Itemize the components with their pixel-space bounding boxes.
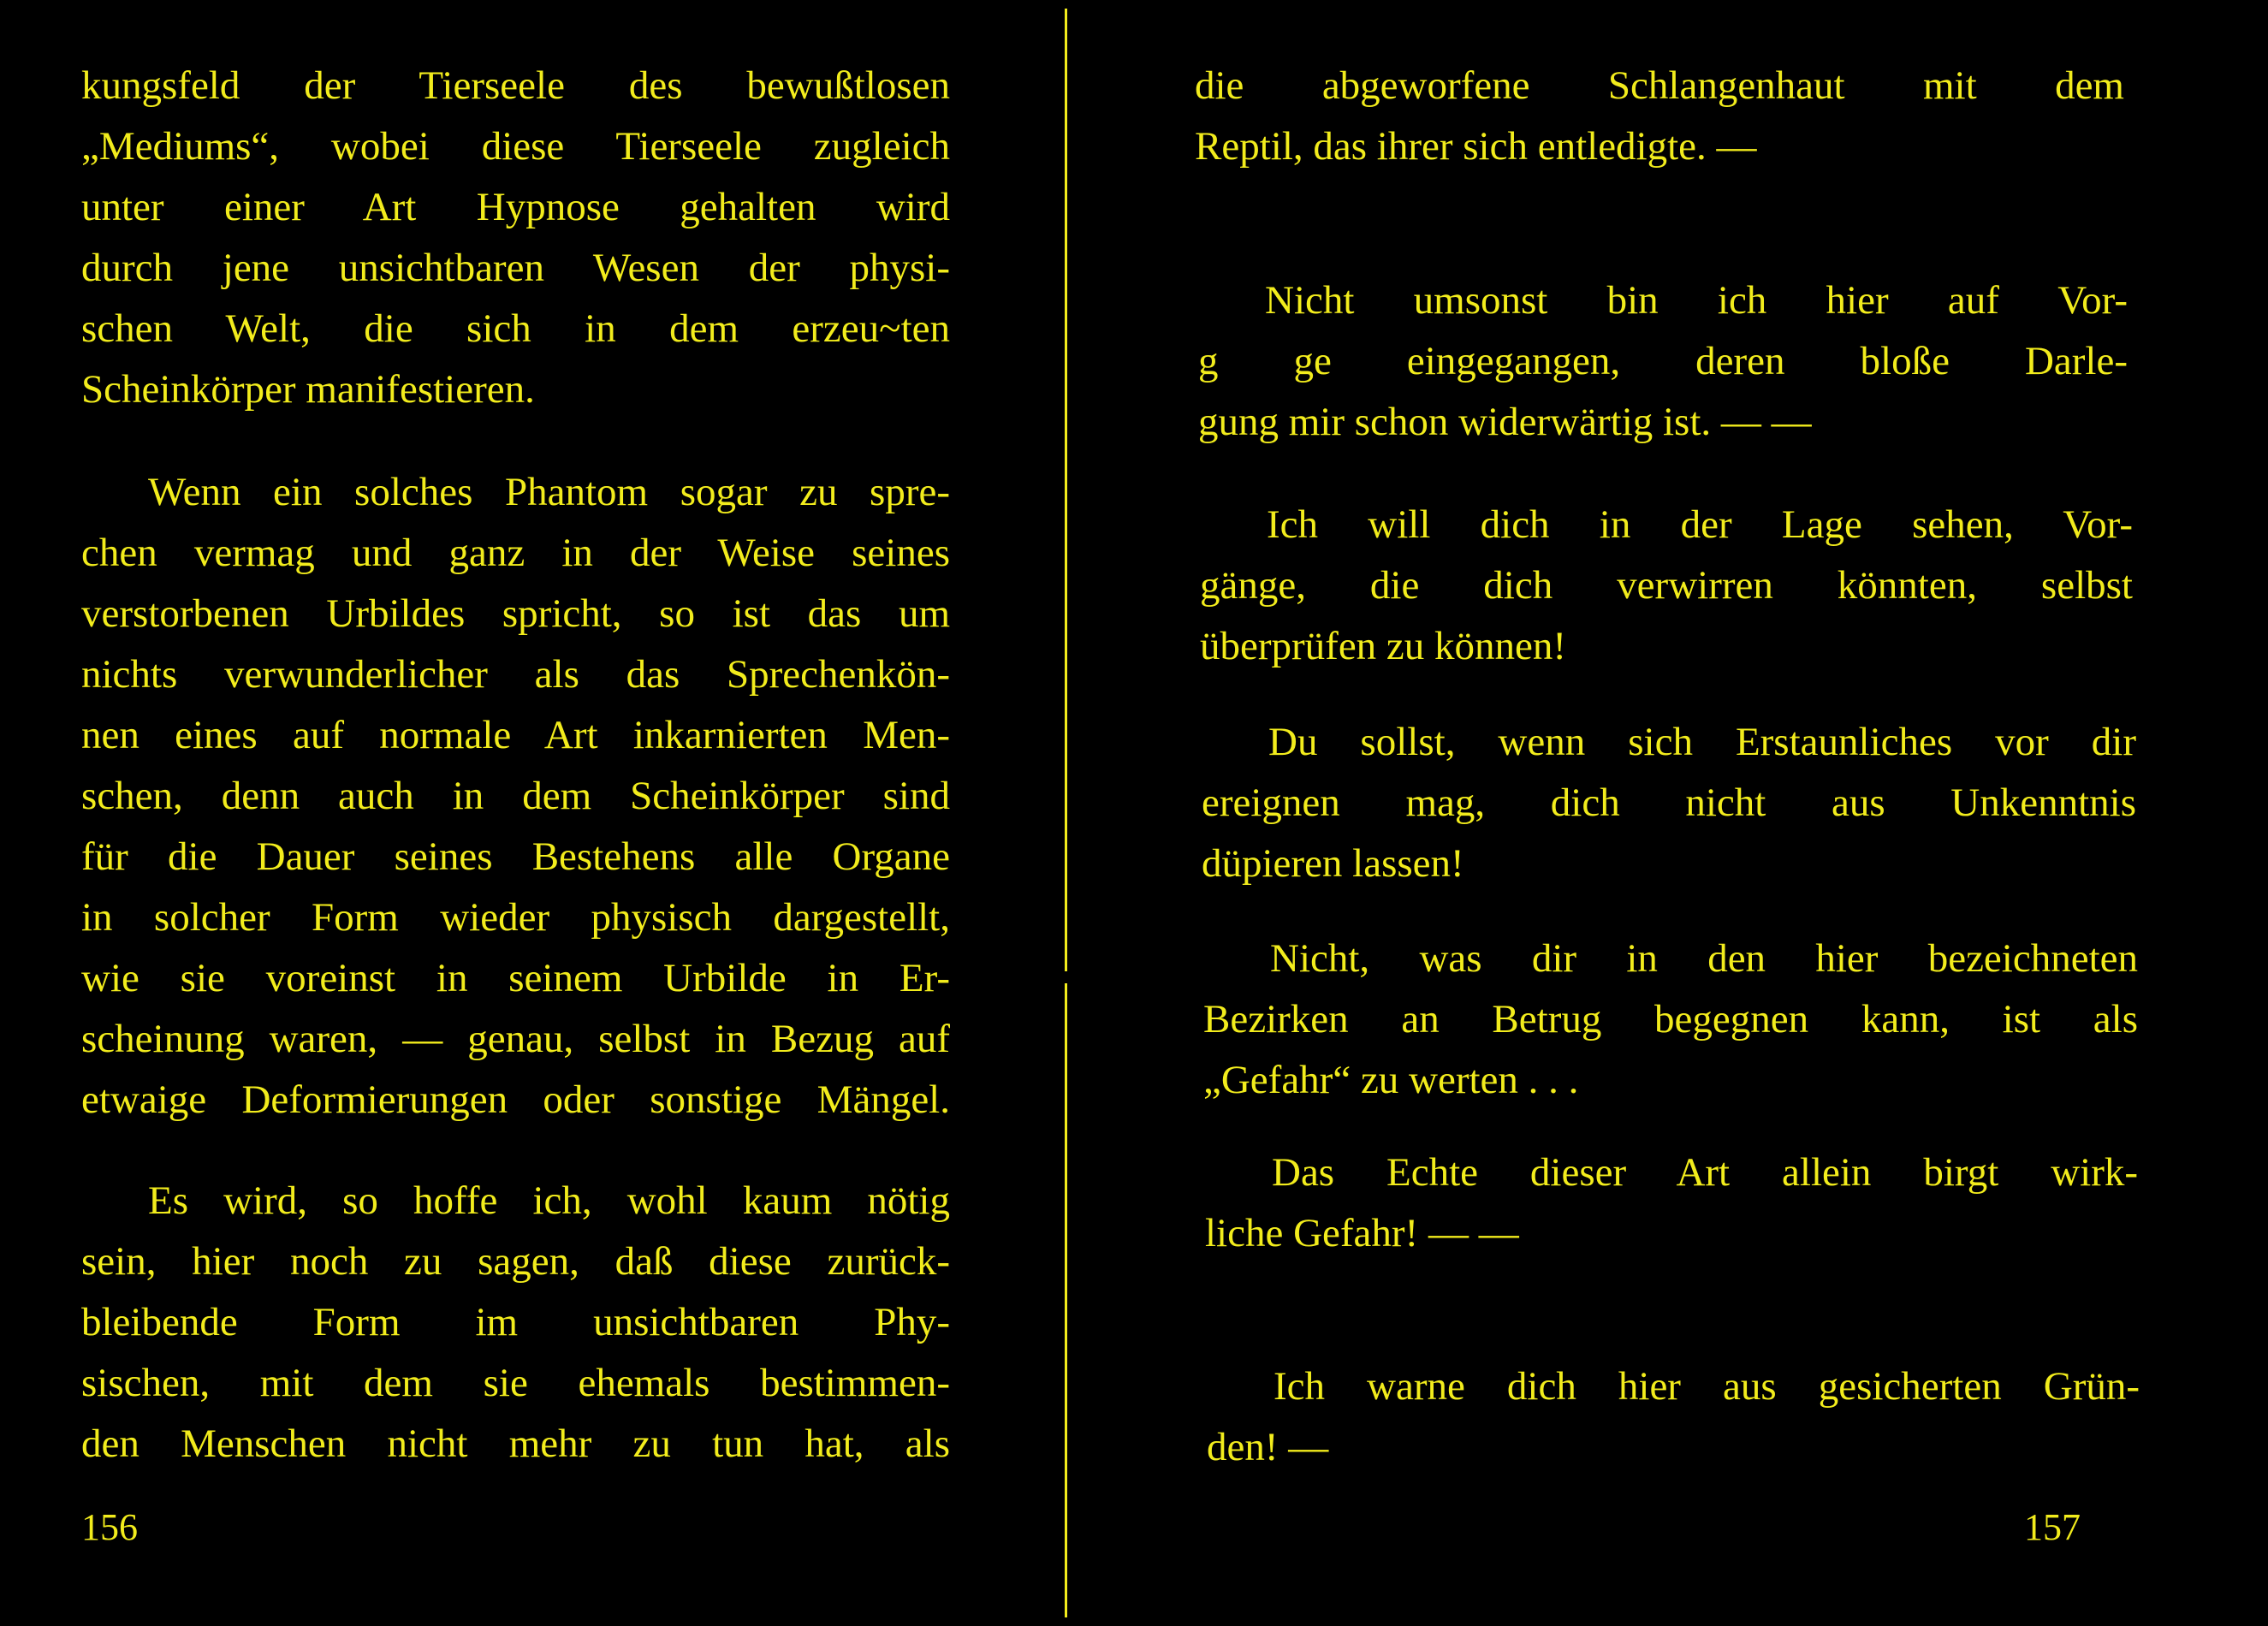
right-paragraph-5	[1203, 929, 2138, 1111]
left-page	[0, 0, 1078, 1626]
book-gutter-line	[1065, 9, 1067, 1617]
text-line: etwaige Deformierungen oder sonstige Mängel.	[81, 1077, 950, 1122]
text-line: ereignen mag, dich nicht aus Unkenntnis	[1202, 780, 2136, 825]
text-line: Nicht, was dir in den hier bezeichneten	[1270, 936, 2138, 981]
text-line: unter einer Art Hypnose gehalten wird	[81, 185, 950, 229]
right-paragraph-4	[1202, 712, 2136, 894]
text-line: Es wird, so hoffe ich, wohl kaum nötig	[148, 1178, 950, 1223]
right-paragraph-2	[1198, 270, 2128, 453]
text-line: Scheinkörper manifestieren.	[81, 367, 535, 412]
text-line: die abgeworfene Schlangenhaut mit dem	[1195, 63, 2124, 108]
text-line: wie sie voreinst in seinem Urbilde in Er-	[81, 956, 950, 1000]
text-line: „Mediums“, wobei diese Tierseele zugleich	[81, 124, 950, 169]
text-line: verstorbenen Urbildes spricht, so ist das um	[81, 591, 950, 636]
left-paragraph-3	[81, 1171, 950, 1475]
text-line: den! —	[1207, 1425, 1329, 1469]
text-line: überprüfen zu können!	[1200, 624, 1567, 668]
page-number-left: 156	[81, 1506, 138, 1548]
text-line: Nicht umsonst bin ich hier auf Vor-	[1265, 278, 2128, 323]
text-line: düpieren lassen!	[1202, 841, 1464, 886]
right-paragraph-3	[1200, 495, 2133, 677]
text-line: bleibende Form im unsichtbaren Phy-	[81, 1300, 950, 1344]
text-line: nen eines auf normale Art inkarnierten Men-	[81, 713, 950, 757]
text-line: liche Gefahr! — —	[1205, 1211, 1519, 1255]
text-line: schen Welt, die sich in dem erzeu~ten	[81, 306, 950, 351]
text-line: gung mir schon widerwärtig ist. — —	[1198, 400, 1812, 444]
text-line: kungsfeld der Tierseele des bewußtlosen	[81, 63, 950, 108]
text-line: Reptil, das ihrer sich entledigte. —	[1195, 124, 1757, 169]
right-paragraph-1	[1195, 56, 2124, 177]
text-line: Wenn ein solches Phantom sogar zu spre-	[148, 470, 950, 514]
text-line: „Gefahr“ zu werten . . .	[1203, 1058, 1579, 1102]
text-line: Das Echte dieser Art allein birgt wirk-	[1272, 1150, 2138, 1195]
text-line: für die Dauer seines Bestehens alle Organe	[81, 834, 950, 879]
text-line: Du sollst, wenn sich Erstaunliches vor dir	[1268, 720, 2136, 764]
left-paragraph-2	[81, 462, 950, 1130]
text-line: Ich warne dich hier aus gesicherten Grün-	[1274, 1364, 2140, 1409]
right-paragraph-6	[1205, 1142, 2138, 1264]
gutter-gap	[1061, 971, 1072, 983]
text-line: schen, denn auch in dem Scheinkörper sind	[81, 774, 950, 818]
right-paragraph-7	[1207, 1356, 2140, 1478]
page-number-right: 157	[2024, 1506, 2081, 1548]
text-line: nichts verwunderlicher als das Sprechenkön-	[81, 652, 950, 697]
text-line: durch jene unsichtbaren Wesen der physi-	[81, 246, 950, 290]
left-paragraph-1	[81, 56, 950, 420]
text-line: sein, hier noch zu sagen, daß diese zurück-	[81, 1239, 950, 1284]
text-line: chen vermag und ganz in der Weise seines	[81, 531, 950, 575]
text-line: g ge eingegangen, deren bloße Darle-	[1198, 339, 2128, 383]
text-line: gänge, die dich verwirren könnten, selbst	[1200, 563, 2133, 608]
text-line: sischen, mit dem sie ehemals bestimmen-	[81, 1361, 950, 1405]
text-line: scheinung waren, — genau, selbst in Bezug auf	[81, 1017, 950, 1061]
text-line: Bezirken an Betrug begegnen kann, ist als	[1203, 997, 2138, 1041]
text-line: Ich will dich in der Lage sehen, Vor-	[1267, 502, 2133, 547]
right-page	[1089, 0, 2268, 1626]
text-line: den Menschen nicht mehr zu tun hat, als	[81, 1421, 950, 1466]
text-line: in solcher Form wieder physisch dargestellt,	[81, 895, 950, 940]
